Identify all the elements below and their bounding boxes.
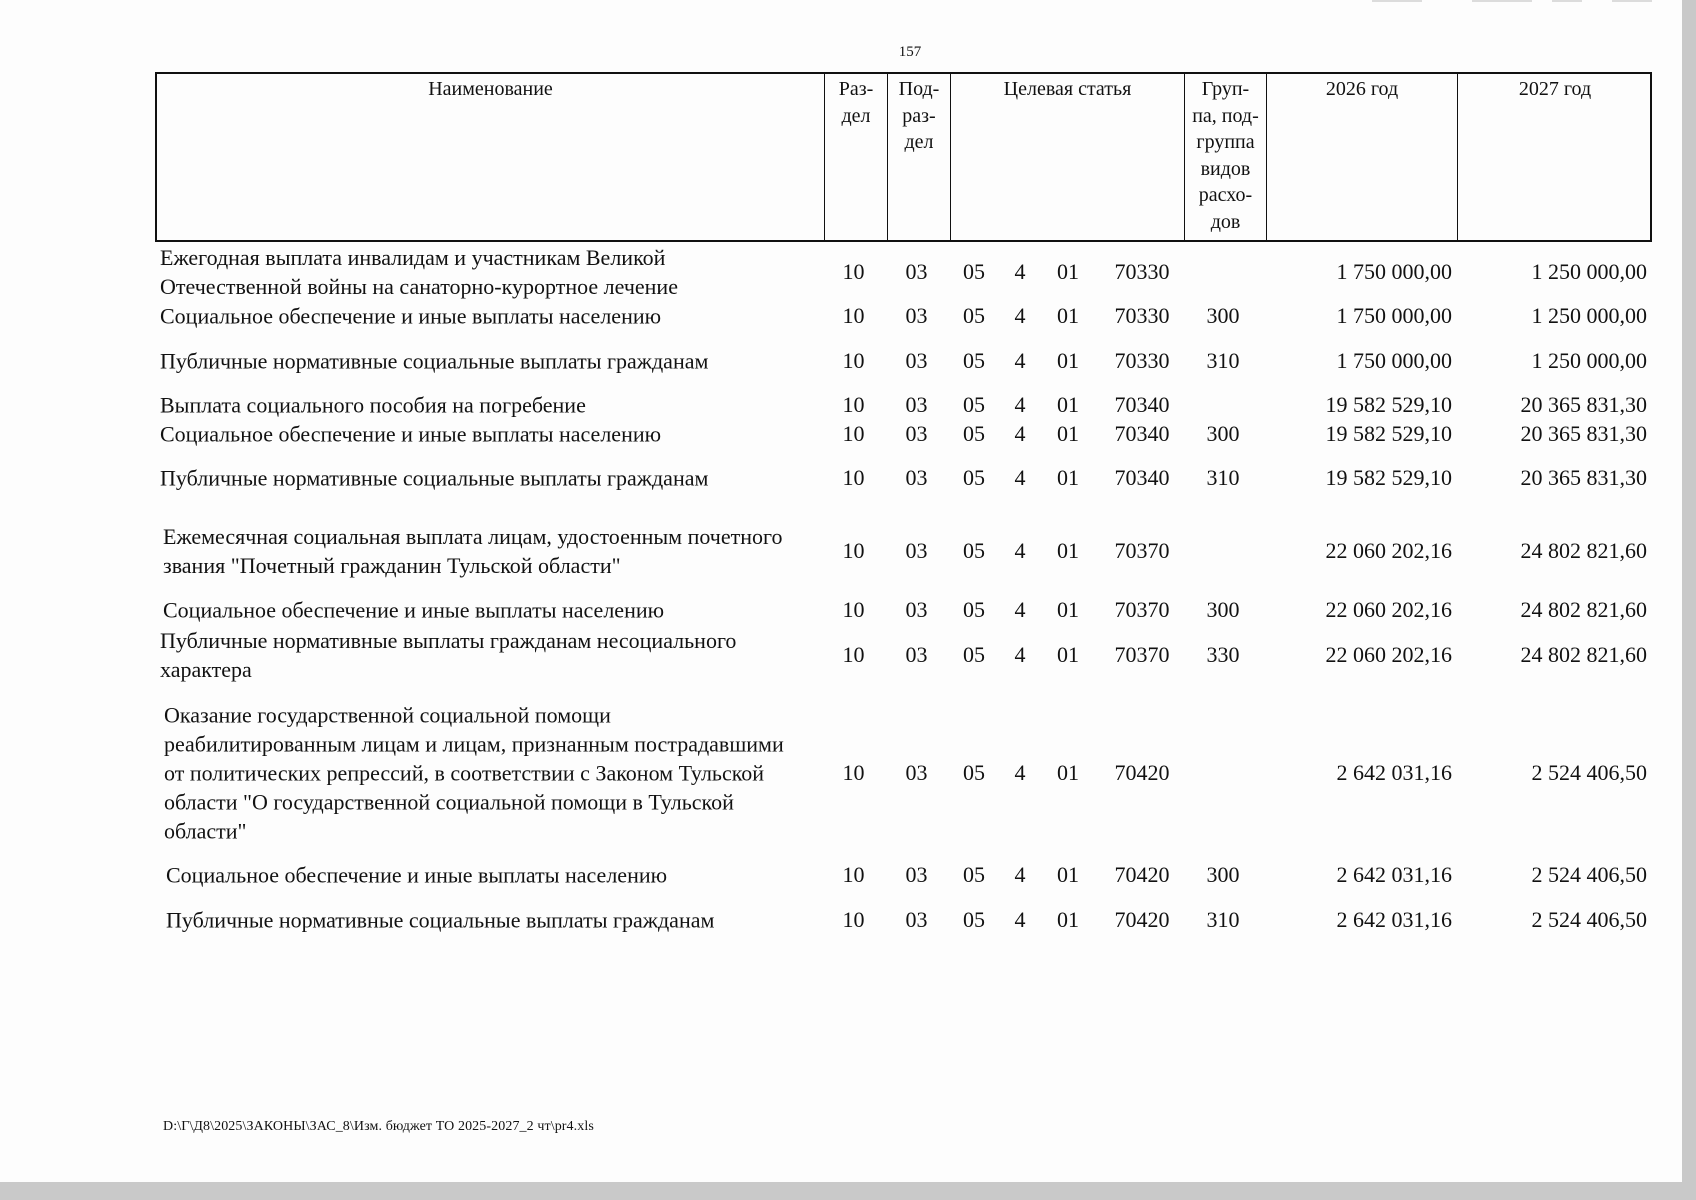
table-row	[0, 463, 1696, 493]
cell-cs4: 70340	[1114, 421, 1170, 446]
cell-cs4: 70330	[1114, 348, 1170, 373]
cell-y2026: 19 582 529,10	[1325, 465, 1452, 490]
cell-y2026: 2 642 031,16	[1336, 907, 1452, 932]
cell-y2026: 1 750 000,00	[1336, 303, 1452, 328]
cell-y2026: 2 642 031,16	[1336, 862, 1452, 887]
table-row	[0, 860, 1696, 890]
cell-cs4: 70420	[1114, 862, 1170, 887]
table-row	[0, 905, 1696, 935]
cell-cs4: 70370	[1114, 538, 1170, 563]
cell-name: Публичные нормативные выплаты гражданам несоциального характера	[160, 628, 737, 682]
cell-y2026: 19 582 529,10	[1325, 421, 1452, 446]
cell-cs4: 70370	[1114, 597, 1170, 622]
cell-cs3: 01	[1057, 760, 1079, 785]
cell-name: Ежегодная выплата инвалидам и участникам Великой Отечественной войны на санаторно-курортное лечение	[160, 245, 678, 299]
cell-razdel: 10	[842, 303, 865, 328]
table-row	[0, 346, 1696, 376]
cell-y2027: 20 365 831,30	[1520, 421, 1647, 446]
footer-file-path: D:\Г\Д8\2025\ЗАКОНЫ\ЗАС_8\Изм. бюджет ТО 2025-2027_2 чт\pr4.xls	[163, 1119, 594, 1134]
cell-podrazdel: 03	[905, 465, 928, 490]
cell-cs4: 70330	[1114, 303, 1170, 328]
cell-cs1: 05	[963, 259, 985, 284]
cell-y2027: 1 250 000,00	[1531, 259, 1647, 284]
header-razdel: Раз- дел	[824, 74, 887, 240]
cell-cs1: 05	[963, 862, 985, 887]
cell-cs3: 01	[1057, 421, 1079, 446]
cell-cs1: 05	[963, 421, 985, 446]
cell-podrazdel: 03	[905, 392, 928, 417]
cell-cs3: 01	[1057, 862, 1079, 887]
cell-name: Социальное обеспечение и иные выплаты населению	[160, 303, 662, 329]
cell-cs1: 05	[963, 760, 985, 785]
cell-cs4: 70420	[1114, 760, 1170, 785]
cell-razdel: 10	[842, 348, 865, 373]
header-name: Наименование	[428, 78, 553, 100]
cell-y2027: 24 802 821,60	[1520, 597, 1647, 622]
cell-name: Оказание государственной социальной помощи реабилитированным лицам и лицам, признанным пострадавшими от политических репрессий, в соответствии с Законом Тульской области "О государственной социальной помощи в Тульской области"	[164, 702, 784, 844]
cell-name: Социальное обеспечение и иные выплаты населению	[160, 421, 662, 447]
cell-cs3: 01	[1057, 465, 1079, 490]
table-row	[0, 698, 1696, 848]
cell-y2026: 1 750 000,00	[1336, 348, 1452, 373]
table-row	[0, 242, 1696, 302]
cell-name: Социальное обеспечение и иные выплаты населению	[166, 862, 668, 888]
cell-vr: 310	[1206, 348, 1240, 373]
cell-podrazdel: 03	[905, 642, 928, 667]
cell-cs3: 01	[1057, 259, 1079, 284]
cell-cs3: 01	[1057, 538, 1079, 563]
cell-cs2: 4	[1014, 642, 1026, 667]
table-row	[0, 521, 1696, 581]
cell-y2026: 19 582 529,10	[1325, 392, 1452, 417]
cell-cs2: 4	[1014, 392, 1026, 417]
cell-podrazdel: 03	[905, 303, 928, 328]
cell-vr: 310	[1206, 465, 1240, 490]
cell-razdel: 10	[842, 642, 865, 667]
cell-cs1: 05	[963, 348, 985, 373]
table-row	[0, 390, 1696, 420]
cell-podrazdel: 03	[905, 862, 928, 887]
header-celevaya-statya: Целевая статья	[950, 74, 1184, 240]
cell-podrazdel: 03	[905, 348, 928, 373]
cell-y2027: 1 250 000,00	[1531, 348, 1647, 373]
cell-name: Публичные нормативные социальные выплаты гражданам	[160, 348, 709, 374]
cell-cs2: 4	[1014, 760, 1026, 785]
cell-cs4: 70370	[1114, 642, 1170, 667]
cell-name: Выплата социального пособия на погребение	[160, 392, 586, 418]
cell-cs1: 05	[963, 538, 985, 563]
header-2027: 2027 год	[1457, 74, 1652, 240]
cell-cs1: 05	[963, 907, 985, 932]
cell-cs2: 4	[1014, 907, 1026, 932]
cell-cs2: 4	[1014, 597, 1026, 622]
cell-cs1: 05	[963, 465, 985, 490]
cell-name: Публичные нормативные социальные выплаты гражданам	[160, 465, 709, 491]
cell-cs3: 01	[1057, 597, 1079, 622]
cell-razdel: 10	[842, 862, 865, 887]
page-number: 157	[898, 44, 922, 60]
cell-vr: 300	[1206, 862, 1240, 887]
cell-podrazdel: 03	[905, 597, 928, 622]
cell-razdel: 10	[842, 907, 865, 932]
header-podrazdel: Под- раз- дел	[887, 74, 950, 240]
cell-razdel: 10	[842, 465, 865, 490]
cell-cs1: 05	[963, 642, 985, 667]
cell-razdel: 10	[842, 259, 865, 284]
cell-y2026: 2 642 031,16	[1336, 760, 1452, 785]
cell-cs4: 70330	[1114, 259, 1170, 284]
cell-cs3: 01	[1057, 907, 1079, 932]
cell-y2027: 20 365 831,30	[1520, 465, 1647, 490]
cell-cs2: 4	[1014, 465, 1026, 490]
cell-y2027: 24 802 821,60	[1520, 538, 1647, 563]
cell-y2027: 24 802 821,60	[1520, 642, 1647, 667]
scan-edge-marks	[1362, 0, 1682, 4]
table-row	[0, 419, 1696, 449]
cell-podrazdel: 03	[905, 907, 928, 932]
cell-cs2: 4	[1014, 538, 1026, 563]
cell-y2027: 20 365 831,30	[1520, 392, 1647, 417]
cell-razdel: 10	[842, 597, 865, 622]
cell-y2026: 1 750 000,00	[1336, 259, 1452, 284]
cell-y2027: 2 524 406,50	[1531, 907, 1647, 932]
cell-cs3: 01	[1057, 642, 1079, 667]
cell-cs2: 4	[1014, 348, 1026, 373]
cell-razdel: 10	[842, 392, 865, 417]
cell-podrazdel: 03	[905, 259, 928, 284]
header-2026: 2026 год	[1266, 74, 1457, 240]
cell-cs2: 4	[1014, 421, 1026, 446]
cell-cs1: 05	[963, 597, 985, 622]
cell-cs4: 70340	[1114, 392, 1170, 417]
cell-cs3: 01	[1057, 303, 1079, 328]
cell-vr: 310	[1206, 907, 1240, 932]
header-gruppa-vidov-rashodov: Груп- па, под- группа видов расхо- дов	[1184, 74, 1266, 240]
cell-vr: 330	[1206, 642, 1240, 667]
cell-cs2: 4	[1014, 303, 1026, 328]
cell-y2027: 2 524 406,50	[1531, 862, 1647, 887]
cell-razdel: 10	[842, 760, 865, 785]
cell-cs4: 70340	[1114, 465, 1170, 490]
cell-podrazdel: 03	[905, 760, 928, 785]
cell-y2026: 22 060 202,16	[1325, 597, 1452, 622]
table-row	[0, 595, 1696, 625]
cell-podrazdel: 03	[905, 421, 928, 446]
cell-razdel: 10	[842, 421, 865, 446]
cell-cs3: 01	[1057, 348, 1079, 373]
cell-y2027: 1 250 000,00	[1531, 303, 1647, 328]
table-row	[0, 301, 1696, 331]
cell-vr: 300	[1206, 597, 1240, 622]
cell-razdel: 10	[842, 538, 865, 563]
cell-podrazdel: 03	[905, 538, 928, 563]
cell-name: Социальное обеспечение и иные выплаты населению	[163, 597, 665, 623]
cell-cs3: 01	[1057, 392, 1079, 417]
cell-vr: 300	[1206, 303, 1240, 328]
cell-cs2: 4	[1014, 259, 1026, 284]
cell-name: Ежемесячная социальная выплата лицам, удостоенным почетного звания "Почетный гражданин Тульской области"	[163, 524, 783, 578]
table-header	[155, 72, 1652, 242]
cell-name: Публичные нормативные социальные выплаты гражданам	[166, 907, 715, 933]
cell-vr: 300	[1206, 421, 1240, 446]
cell-cs2: 4	[1014, 862, 1026, 887]
cell-cs1: 05	[963, 392, 985, 417]
cell-cs4: 70420	[1114, 907, 1170, 932]
cell-y2026: 22 060 202,16	[1325, 642, 1452, 667]
table-row	[0, 625, 1696, 685]
cell-y2027: 2 524 406,50	[1531, 760, 1647, 785]
cell-y2026: 22 060 202,16	[1325, 538, 1452, 563]
cell-cs1: 05	[963, 303, 985, 328]
